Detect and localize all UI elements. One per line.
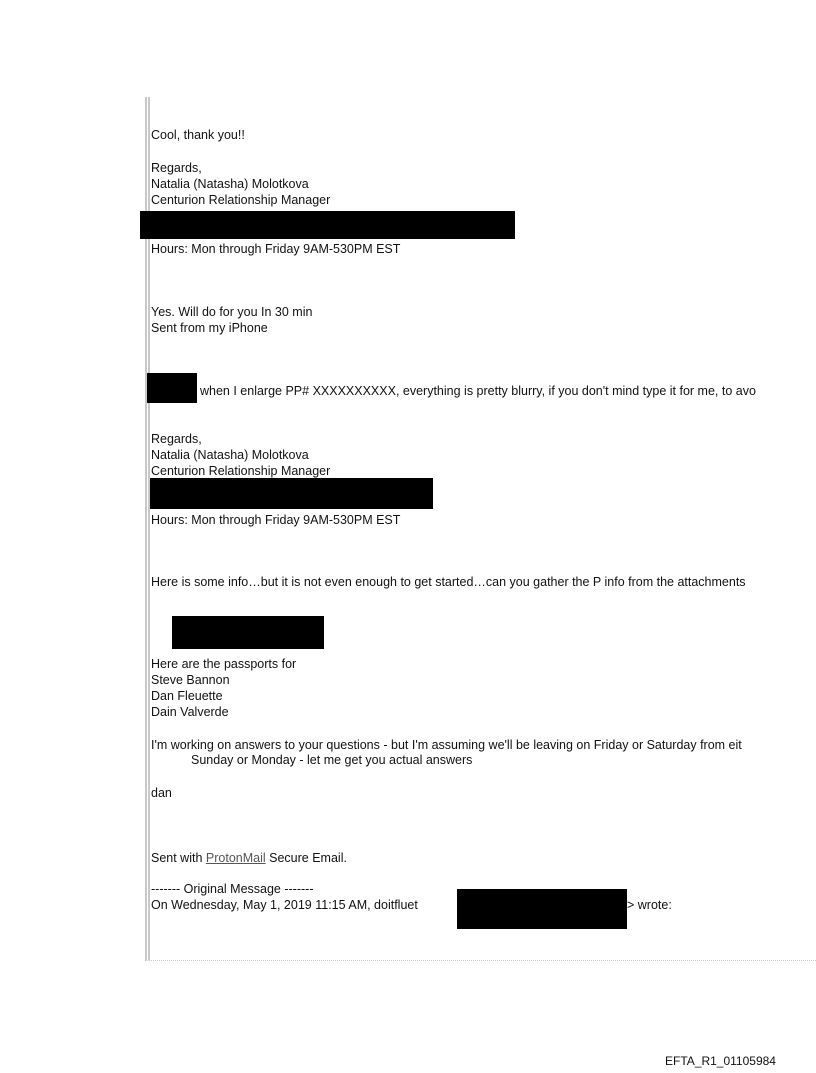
sender-name: Natalia (Natasha) Molotkova bbox=[151, 177, 309, 191]
document-id: EFTA_R1_01105984 bbox=[665, 1054, 776, 1068]
email-line: Yes. Will do for you In 30 min bbox=[151, 305, 313, 319]
email-line bbox=[151, 850, 347, 866]
email-line: Regards, bbox=[151, 432, 202, 446]
sender-title: Centurion Relationship Manager bbox=[151, 193, 331, 207]
email-line: dan bbox=[151, 786, 172, 800]
original-message-date: On Wednesday, May 1, 2019 11:15 AM, doitfluet bbox=[151, 898, 418, 912]
passport-name: Dan Fleuette bbox=[151, 689, 223, 703]
original-message-header: ------- Original Message ------- bbox=[151, 882, 314, 896]
sent-with-text: Sent with bbox=[151, 851, 203, 865]
redaction-box bbox=[150, 478, 433, 509]
sender-hours: Hours: Mon through Friday 9AM-530PM EST bbox=[151, 242, 401, 256]
passport-name: Dain Valverde bbox=[151, 705, 229, 719]
redaction-box bbox=[457, 889, 627, 929]
email-line: Cool, thank you!! bbox=[151, 128, 245, 142]
redaction-box bbox=[140, 211, 515, 239]
passport-name: Steve Bannon bbox=[151, 673, 230, 687]
redaction-box bbox=[172, 616, 324, 649]
redaction-box bbox=[147, 373, 197, 403]
email-line: Sent from my iPhone bbox=[151, 321, 268, 335]
sender-title: Centurion Relationship Manager bbox=[151, 464, 331, 478]
secure-email-text: Secure Email. bbox=[269, 851, 347, 865]
email-line: Sunday or Monday - let me get you actual answers bbox=[191, 753, 473, 767]
email-line: Regards, bbox=[151, 161, 202, 175]
email-line: when I enlarge PP# XXXXXXXXXX, everything is pretty blurry, if you don't mind type it for me, to avo bbox=[200, 384, 756, 398]
email-line: Here is some info…but it is not even enough to get started…can you gather the P info from the attachments bbox=[151, 575, 746, 589]
sender-name: Natalia (Natasha) Molotkova bbox=[151, 448, 309, 462]
sender-hours: Hours: Mon through Friday 9AM-530PM EST bbox=[151, 513, 401, 527]
email-line: Here are the passports for bbox=[151, 657, 297, 671]
protonmail-link[interactable]: ProtonMail bbox=[205, 851, 266, 865]
email-line: I'm working on answers to your questions - but I'm assuming we'll be leaving on Friday or Saturday from eit bbox=[151, 738, 742, 752]
wrote-text: > wrote: bbox=[627, 898, 672, 912]
